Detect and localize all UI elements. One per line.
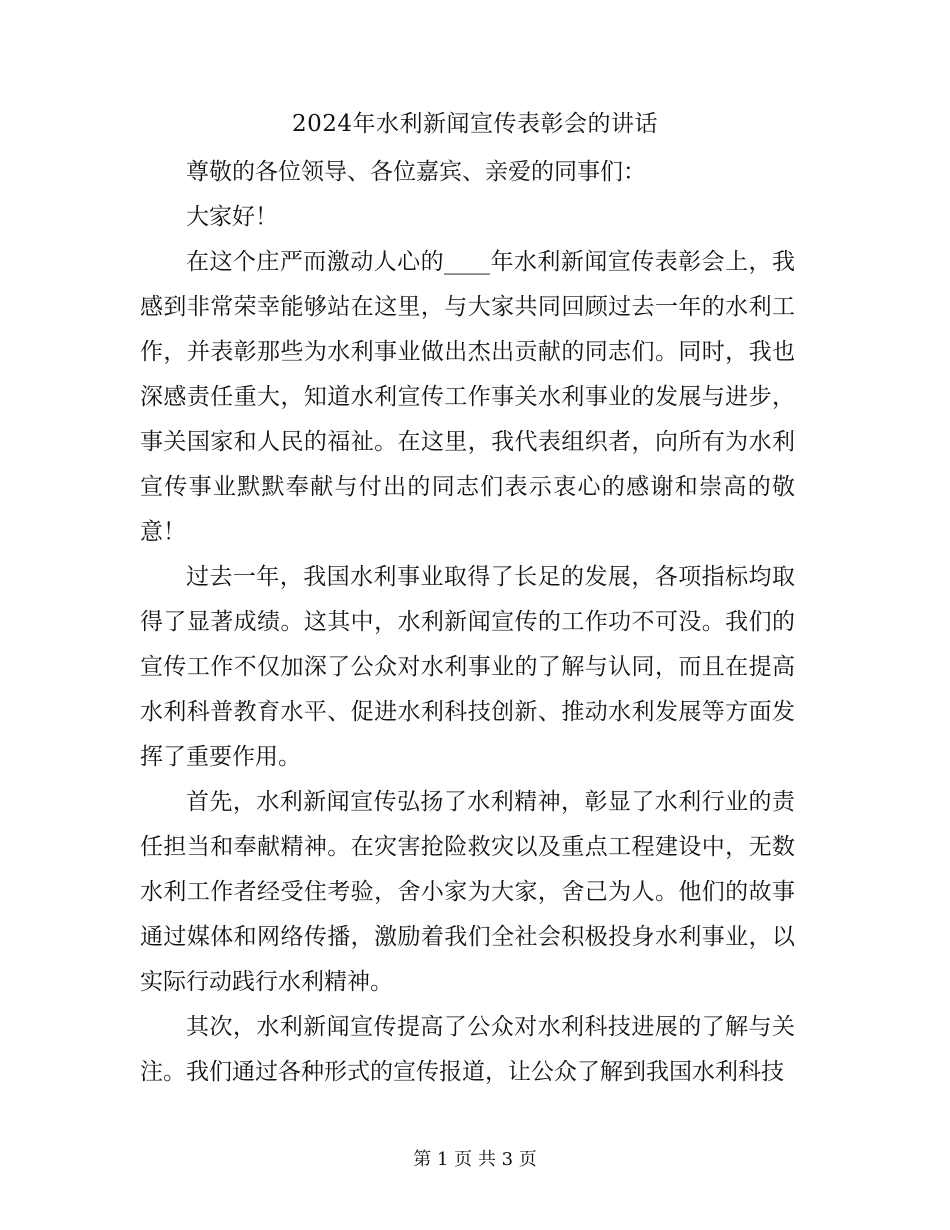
- document-body: [140, 150, 795, 1095]
- paragraph-past-year: 过去一年，我国水利事业取得了长足的发展，各项指标均取得了显著成绩。这其中，水利新闻宣传的工作功不可没。我们的宣传工作不仅加深了公众对水利事业的了解与认同，而且在提高水利科普教育水平、促进水利科技创新、推动水利发展等方面发挥了重要作用。: [140, 564, 795, 770]
- page-number-footer: 第 1 页 共 3 页: [413, 1149, 537, 1170]
- document-title: 2024年水利新闻宣传表彰会的讲话: [291, 111, 659, 137]
- paragraph-salutation: 尊敬的各位领导、各位嘉宾、亲爱的同事们：: [186, 159, 646, 185]
- paragraph-greeting: 大家好！: [186, 204, 278, 230]
- paragraph-second-point: 其次，水利新闻宣传提高了公众对水利科技进展的了解与关注。我们通过各种形式的宣传报道，让公众了解到我国水利科技: [140, 1014, 795, 1085]
- paragraph-opening: 在这个庄严而激动人心的____年水利新闻宣传表彰会上，我感到非常荣幸能够站在这里，与大家共同回顾过去一年的水利工作，并表彰那些为水利事业做出杰出贡献的同志们。同时，我也深感责任重大，知道水利宣传工作事关水利事业的发展与进步，事关国家和人民的福祉。在这里，我代表组织者，向所有为水利宣传事业默默奉献与付出的同志们表示衷心的感谢和崇高的敬意！: [140, 249, 795, 545]
- paragraph-first-point: 首先，水利新闻宣传弘扬了水利精神，彰显了水利行业的责任担当和奉献精神。在灾害抢险救灾以及重点工程建设中，无数水利工作者经受住考验，舍小家为大家，舍己为人。他们的故事通过媒体和网络传播，激励着我们全社会积极投身水利事业，以实际行动践行水利精神。: [140, 789, 795, 995]
